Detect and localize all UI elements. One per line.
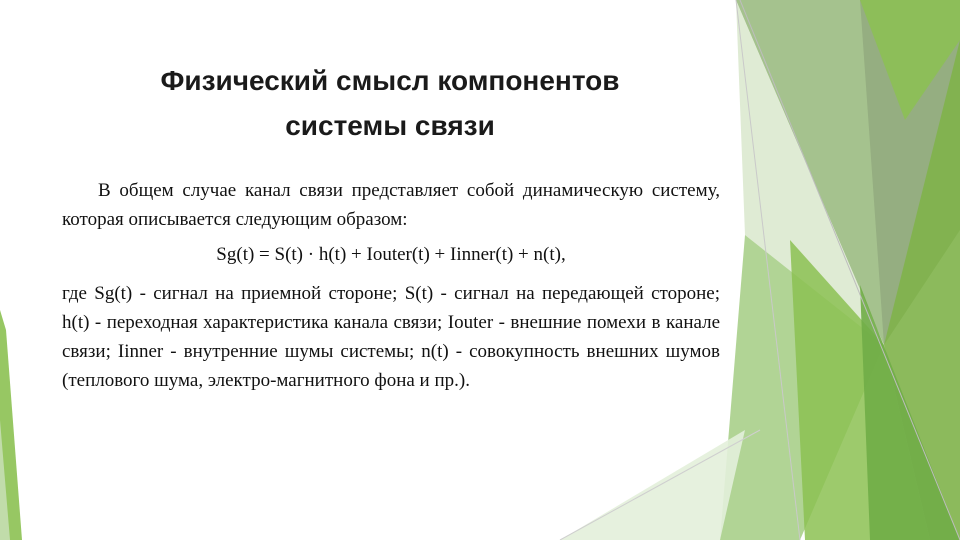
deco-shard-bottom-pale <box>560 430 745 540</box>
title-line-1: Физический смысл компонентов <box>160 65 620 96</box>
slide-body <box>62 176 720 395</box>
slide-title <box>60 58 720 148</box>
explanation-paragraph: где Sg(t) - сигнал на приемной стороне; S(t) - сигнал на передающей стороне; h(t) - переходная характеристика канала связи; Iouter - внешние помехи в канале связи; Iinner - внутренние шумы системы; n(t) - совокупность внешних шумов (теплового шума, электро-магнитного фона и пр.). <box>62 283 720 391</box>
intro-paragraph: В общем случае канал связи представляет собой динамическую систему, которая описывается следующим образом: <box>62 180 720 230</box>
title-line-2: системы связи <box>285 110 495 141</box>
signal-formula: Sg(t) = S(t) · h(t) + Iouter(t) + Iinner(t) + n(t), <box>216 244 566 265</box>
